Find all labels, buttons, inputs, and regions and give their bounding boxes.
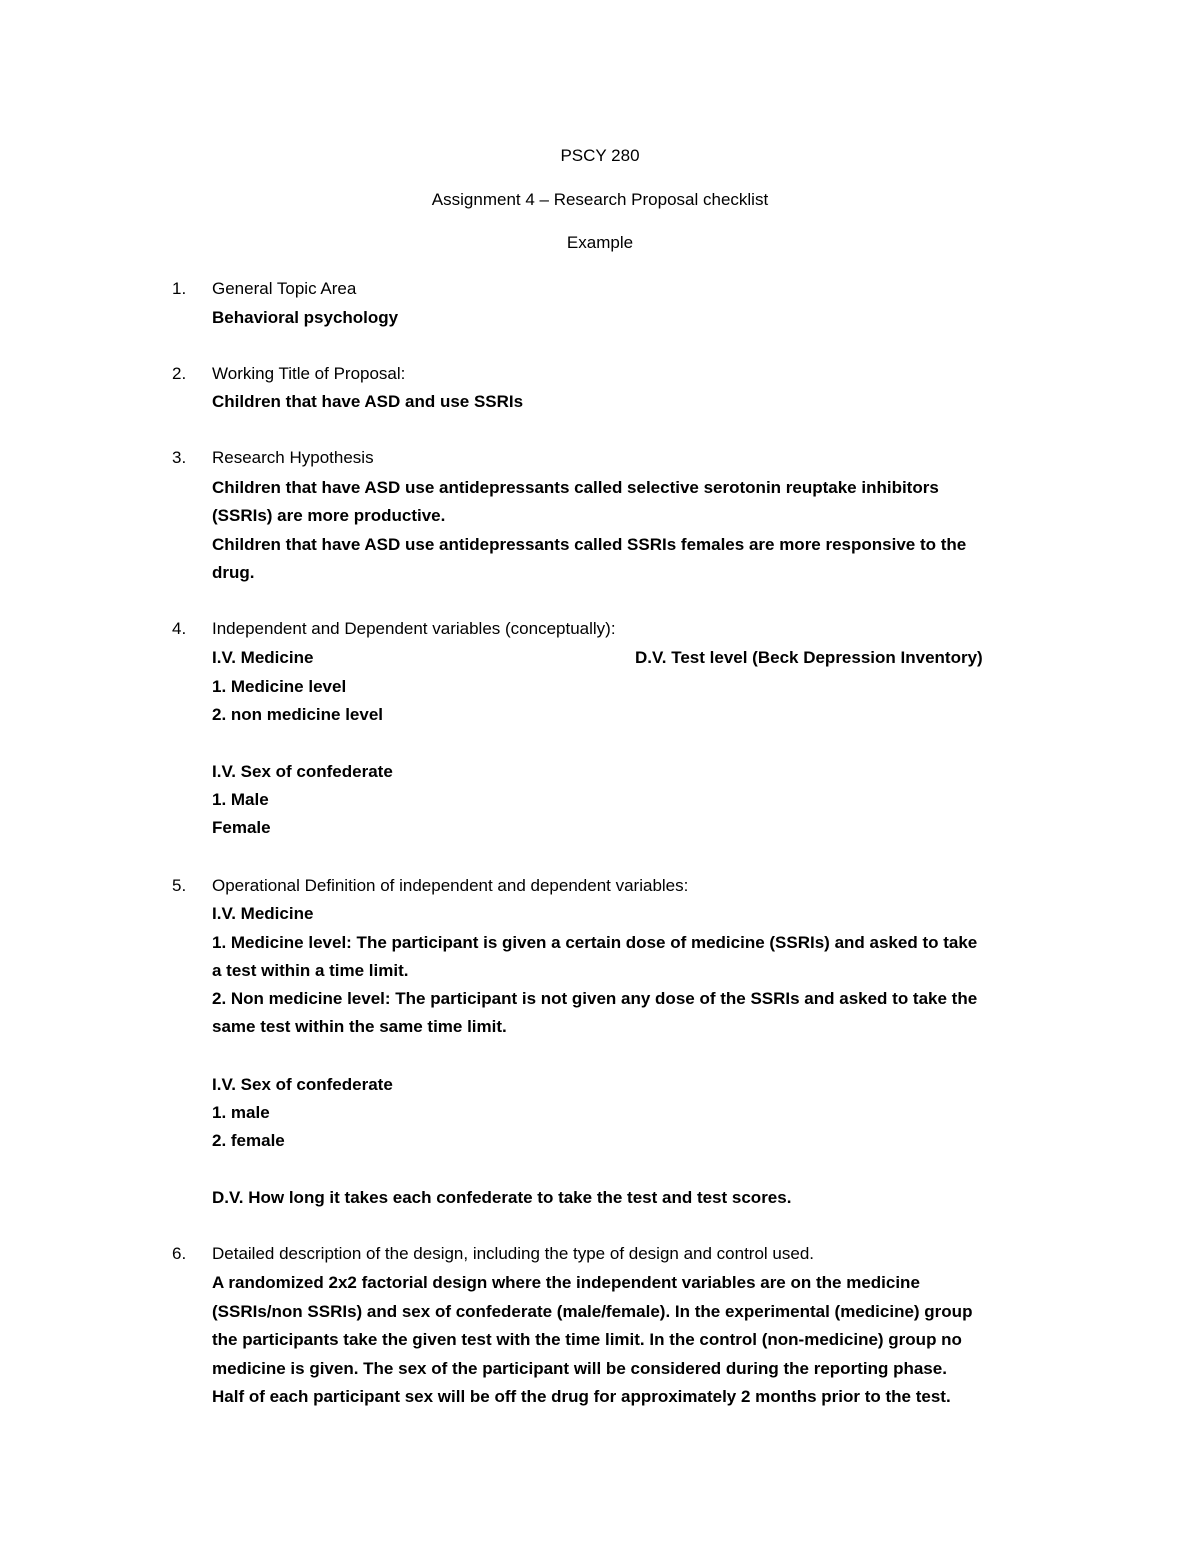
- item-4-heading: Independent and Dependent variables (conceptually):: [212, 619, 616, 638]
- item-6-number: 6.: [172, 1244, 187, 1263]
- item-2-answer: Children that have ASD and use SSRIs: [212, 392, 524, 411]
- item-4-dv-label: D.V. Test level (Beck Depression Inventory): [635, 648, 983, 667]
- item-6-heading: Detailed description of the design, including the type of design and control used.: [212, 1244, 815, 1263]
- item-3-answer-line: drug.: [212, 563, 255, 582]
- item-5-iv1-line: a test within a time limit.: [212, 961, 409, 980]
- assignment-title: Assignment 4 – Research Proposal checklist: [431, 190, 769, 209]
- course-code: PSCY 280: [560, 146, 640, 165]
- item-6-answer-line: the participants take the given test with the time limit. In the control (non-medicine) group no: [212, 1330, 962, 1349]
- item-2-number: 2.: [172, 364, 187, 383]
- item-5-iv1-label: I.V. Medicine: [212, 904, 314, 923]
- item-3-number: 3.: [172, 448, 187, 467]
- item-3-answer-line: Children that have ASD use antidepressants called selective serotonin reuptake inhibitors: [212, 478, 939, 497]
- item-5-iv2-level: 1. male: [212, 1103, 270, 1122]
- item-5-number: 5.: [172, 876, 187, 895]
- item-6-answer-line: medicine is given. The sex of the participant will be considered during the reporting phase.: [212, 1359, 947, 1378]
- item-3-answer-line: (SSRIs) are more productive.: [212, 506, 446, 525]
- item-6-answer-line: Half of each participant sex will be off the drug for approximately 2 months prior to the test.: [212, 1387, 951, 1406]
- item-4-iv2-level: 1. Male: [212, 790, 269, 809]
- item-6-answer-line: A randomized 2x2 factorial design where the independent variables are on the medicine: [212, 1273, 920, 1292]
- item-3-heading: Research Hypothesis: [212, 448, 374, 467]
- item-3-answer-line: Children that have ASD use antidepressants called SSRIs females are more responsive to the: [212, 535, 967, 554]
- item-4-iv1-level: 1. Medicine level: [212, 677, 347, 696]
- item-5-iv2-level: 2. female: [212, 1131, 285, 1150]
- item-6-answer-line: (SSRIs/non SSRIs) and sex of confederate (male/female). In the experimental (medicine) group: [212, 1302, 973, 1321]
- item-4-iv2-level: Female: [212, 818, 271, 837]
- item-5-iv1-line: 2. Non medicine level: The participant is not given any dose of the SSRIs and asked to take the: [212, 989, 978, 1008]
- item-5-iv1-line: 1. Medicine level: The participant is given a certain dose of medicine (SSRIs) and asked to take: [212, 933, 978, 952]
- item-5-iv2-label: I.V. Sex of confederate: [212, 1075, 393, 1094]
- item-5-iv1-line: same test within the same time limit.: [212, 1017, 507, 1036]
- item-1-number: 1.: [172, 279, 187, 298]
- item-4-iv1-level: 2. non medicine level: [212, 705, 384, 724]
- item-4-number: 4.: [172, 619, 187, 638]
- item-4-iv1-label: I.V. Medicine: [212, 648, 314, 667]
- item-4-iv2-label: I.V. Sex of confederate: [212, 762, 393, 781]
- item-1-answer: Behavioral psychology: [212, 308, 399, 327]
- item-5-dv-text: D.V. How long it takes each confederate to take the test and test scores.: [212, 1188, 792, 1207]
- item-2-heading: Working Title of Proposal:: [212, 364, 406, 383]
- item-1-heading: General Topic Area: [212, 279, 357, 298]
- subtitle-example: Example: [566, 233, 634, 252]
- item-5-heading: Operational Definition of independent and dependent variables:: [212, 876, 689, 895]
